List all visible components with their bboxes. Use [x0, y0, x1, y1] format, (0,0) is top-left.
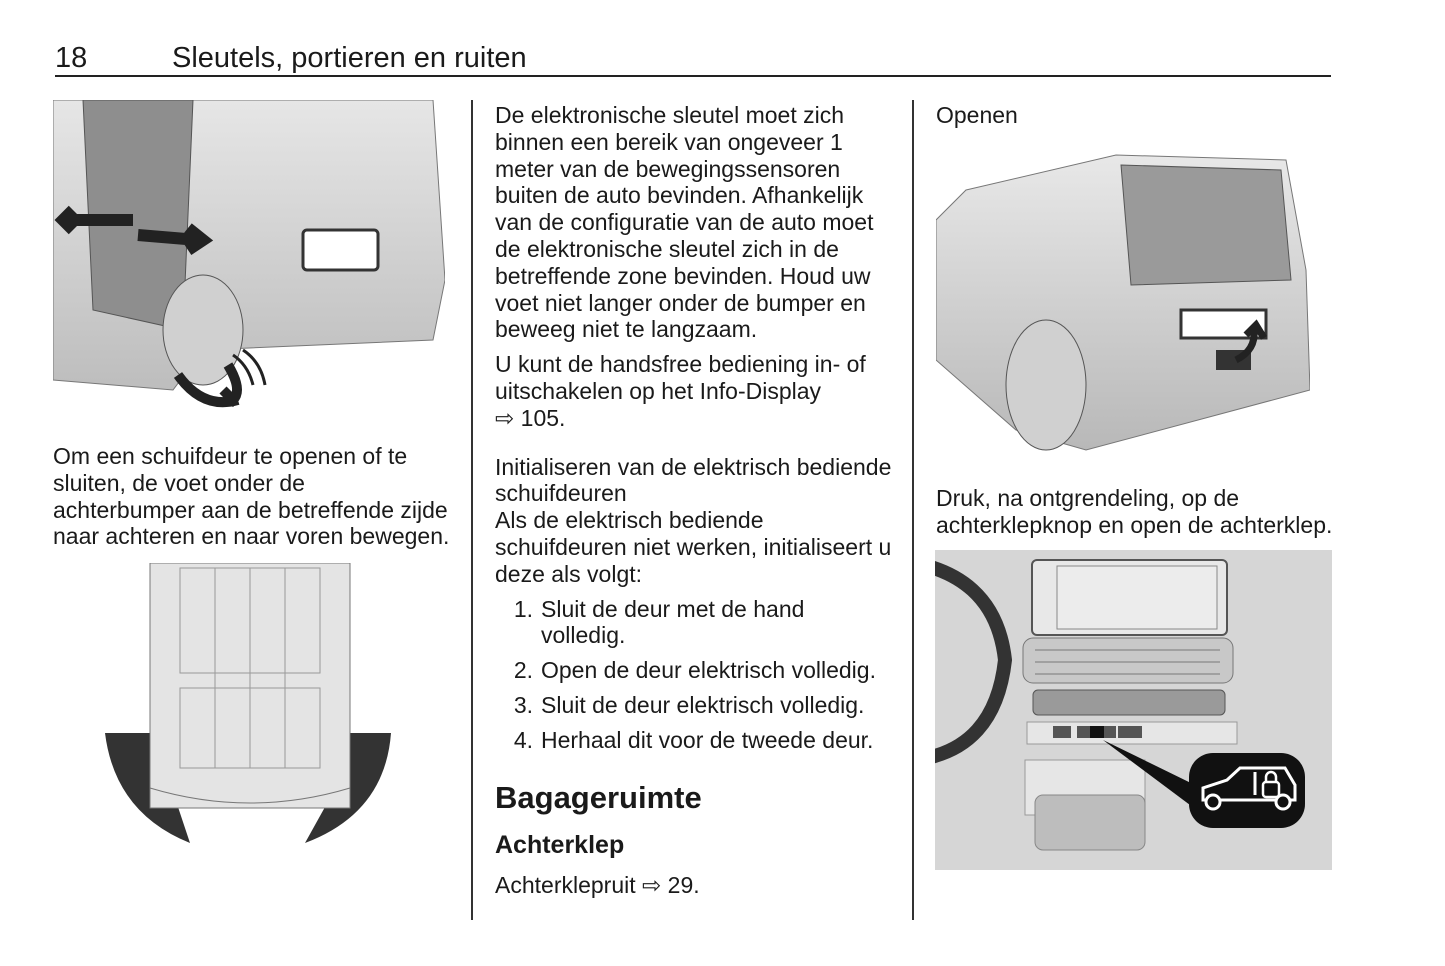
dashboard-illustration [935, 550, 1332, 870]
list-item: 3. Sluit de deur elektrisch volledig. [513, 691, 865, 718]
list-item: 2. Open de deur elektrisch volledig. [513, 657, 876, 684]
list-item: 4. Herhaal dit voor de tweede deur. [513, 726, 874, 753]
opening-subheading: Openen [936, 102, 1018, 128]
subsection-heading: Achterklep [495, 830, 625, 859]
section-heading: Bagageruimte [495, 779, 702, 815]
handsfree-paragraph: U kunt de handsfree bediening in- of uitschakelen op het Info-Display [495, 351, 866, 404]
tailgate-button-callout [1189, 753, 1305, 828]
sliding-door-instruction: Om een schuifdeur te openen of te sluiten, de voet onder de achterbumper aan de betreffende zijde naar achteren en naar voren bewegen. [53, 443, 450, 550]
list-item: 1. Sluit de deur met de hand volledig. [513, 595, 805, 649]
tailgate-illustration [936, 150, 1310, 455]
steps-list [495, 596, 895, 754]
page-number: 18 [55, 42, 88, 74]
header-rule [55, 75, 1331, 77]
page-reference-link[interactable]: ⇨ 105. [495, 404, 566, 431]
tailgate-window-reference[interactable]: Achterklepruit ⇨ 29. [495, 871, 700, 898]
column-divider [471, 100, 473, 920]
tailgate-instruction: Druk, na ontgrendeling, op de achterklepknop en open de achterklep. [936, 485, 1333, 538]
initialize-paragraph: Als de elektrisch bediende schuifdeuren niet werken, initialiseert u deze als volgt: [495, 507, 892, 587]
sensor-zone-illustration [105, 563, 391, 845]
page-title: Sleutels, portieren en ruiten [172, 42, 527, 74]
range-paragraph: De elektronische sleutel moet zich binnen een bereik van ongeveer 1 meter van de bewegingssensoren buiten de auto bevinden. Afhankelijk van de configuratie van de auto moet de elektronische sleutel zich in de betreffende zone bevinden. Houd uw voet niet langer onder de bumper en beweeg niet te langzaam. [495, 102, 874, 343]
initialize-subheading: Initialiseren van de elektrisch bediende schuifdeuren [495, 453, 892, 507]
column-divider [912, 100, 914, 920]
sliding-door-illustration [53, 100, 445, 412]
